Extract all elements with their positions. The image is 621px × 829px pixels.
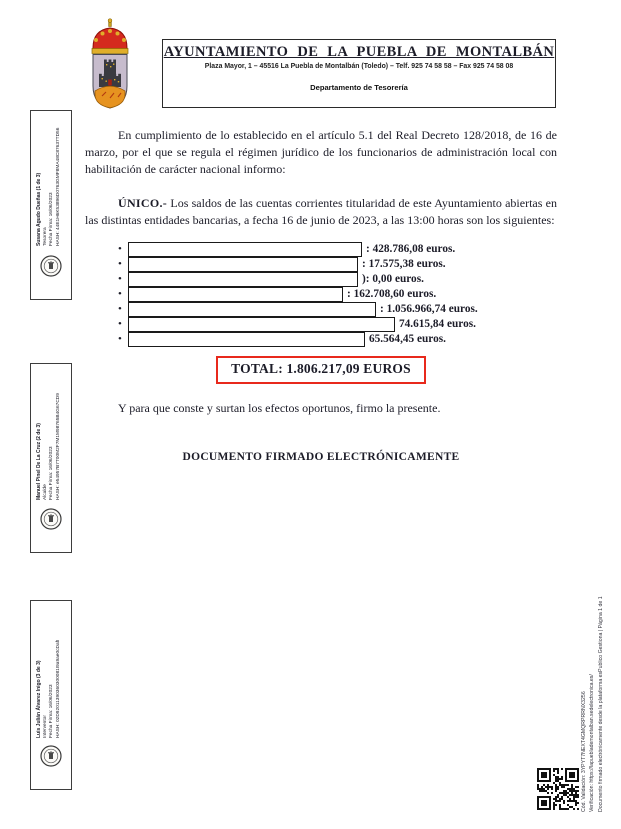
list-bullet: • bbox=[118, 302, 122, 315]
account-row bbox=[85, 287, 557, 302]
signature-hash: HASH: 44E1H6K53896D0763GMF8MA48C87637TD56 bbox=[55, 127, 61, 246]
seal-icon bbox=[39, 254, 63, 278]
seal-icon bbox=[39, 507, 63, 531]
signer-name: Susana Agudo Dueñas (1 de 3) bbox=[36, 172, 42, 246]
unico-lead: ÚNICO.- bbox=[118, 196, 168, 211]
list-bullet: • bbox=[118, 257, 122, 270]
validation-code: Cód. Validación: 3YPYT7NEXT4GMQRPRRNX3256 bbox=[581, 691, 587, 812]
account-row bbox=[85, 242, 557, 257]
redaction-box bbox=[128, 272, 358, 287]
verification-url: Verificación: https://lapueblademontalban.sedelectronica.es/ bbox=[589, 674, 596, 812]
redaction-box bbox=[128, 242, 362, 257]
account-row bbox=[85, 302, 557, 317]
list-bullet: • bbox=[118, 242, 122, 255]
redaction-box bbox=[128, 257, 358, 272]
signer-role: Interventor bbox=[42, 715, 48, 738]
validation-strip bbox=[580, 556, 605, 812]
account-amount: : 1.056.966,74 euros. bbox=[380, 302, 478, 315]
list-bullet: • bbox=[118, 317, 122, 330]
department-label: Departamento de Tesorería bbox=[310, 83, 408, 92]
document-body bbox=[85, 127, 557, 465]
redaction-box bbox=[128, 287, 343, 302]
unico-text: Los saldos de las cuentas corrientes titularidad de este Ayuntamiento abiertas en las distintas entidades bancarias, a fecha 16 de junio de 2023, a las 13:00 horas son los siguientes: bbox=[85, 196, 557, 228]
account-row bbox=[85, 332, 557, 347]
paragraph-unico bbox=[85, 195, 557, 229]
header-address-line: Plaza Mayor, 1 – 45516 La Puebla de Montalbán (Toledo) – Telf. 925 74 58 58 – Fax 925 74 58 08 bbox=[204, 63, 514, 70]
accounts-list bbox=[85, 242, 557, 347]
signature-date: Fecha Firma: 16/06/2023 bbox=[49, 684, 55, 738]
account-row bbox=[85, 257, 557, 272]
signature-stamp-1-text bbox=[36, 114, 62, 246]
account-row bbox=[85, 317, 557, 332]
account-amount: 74.615,84 euros. bbox=[399, 317, 476, 330]
municipality-title: AYUNTAMIENTO DE LA PUEBLA DE MONTALBÁN bbox=[163, 44, 555, 60]
seal-icon bbox=[39, 744, 63, 768]
coat-of-arms-icon bbox=[85, 17, 135, 111]
signer-role: Alcalde bbox=[42, 484, 48, 500]
electronic-signature-notice: DOCUMENTO FIRMADO ELECTRÓNICAMENTE bbox=[182, 450, 460, 463]
account-amount: : 428.786,08 euros. bbox=[366, 242, 456, 255]
signature-hash: HASH: e54957B7T00M2F7M1M98765B4G67CD9 bbox=[55, 393, 61, 500]
total-amount: TOTAL: 1.806.217,09 EUROS bbox=[231, 360, 411, 376]
list-bullet: • bbox=[118, 332, 122, 345]
closing-paragraph: Y para que conste y surtan los efectos oportunos, firmo la presente. bbox=[118, 400, 441, 415]
signature-stamp-2-text bbox=[36, 368, 62, 500]
redaction-box bbox=[128, 317, 395, 332]
total-box bbox=[216, 356, 426, 384]
signature-stamp-3-text bbox=[36, 606, 62, 738]
header-box bbox=[162, 39, 556, 108]
qr-code bbox=[537, 768, 579, 810]
signer-name: Luis Julián Álvarez Inigo (3 de 3) bbox=[36, 660, 42, 738]
paragraph-legal-basis: En cumplimiento de lo establecido en el artículo 5.1 del Real Decreto 128/2018, de 16 de marzo, por el que se regula el régimen jurídico de los funcionarios de administración local con habilitación de carácter nacional informo: bbox=[85, 128, 557, 176]
redaction-box bbox=[128, 302, 376, 317]
signature-date: Fecha Firma: 16/06/2023 bbox=[49, 192, 55, 246]
account-amount: : 17.575,38 euros. bbox=[362, 257, 446, 270]
signer-name: Manuel Pinel De La Cruz (2 de 3) bbox=[36, 423, 42, 500]
signer-role: Tesorera bbox=[42, 227, 48, 246]
signature-hash: HASH: 02D92011390360300081I9a9ae0cDafI bbox=[55, 639, 61, 738]
account-amount: : 162.708,60 euros. bbox=[347, 287, 437, 300]
redaction-box bbox=[128, 332, 365, 347]
signature-date: Fecha Firma: 16/06/2023 bbox=[49, 446, 55, 500]
list-bullet: • bbox=[118, 287, 122, 300]
account-amount: 65.564,45 euros. bbox=[369, 332, 446, 345]
list-bullet: • bbox=[118, 272, 122, 285]
platform-note: Documento firmado electrónicamente desde la plataforma esPublico Gestiona | Página 1 de 1 bbox=[597, 596, 604, 812]
account-amount: ): 0,00 euros. bbox=[362, 272, 424, 285]
account-row bbox=[85, 272, 557, 287]
